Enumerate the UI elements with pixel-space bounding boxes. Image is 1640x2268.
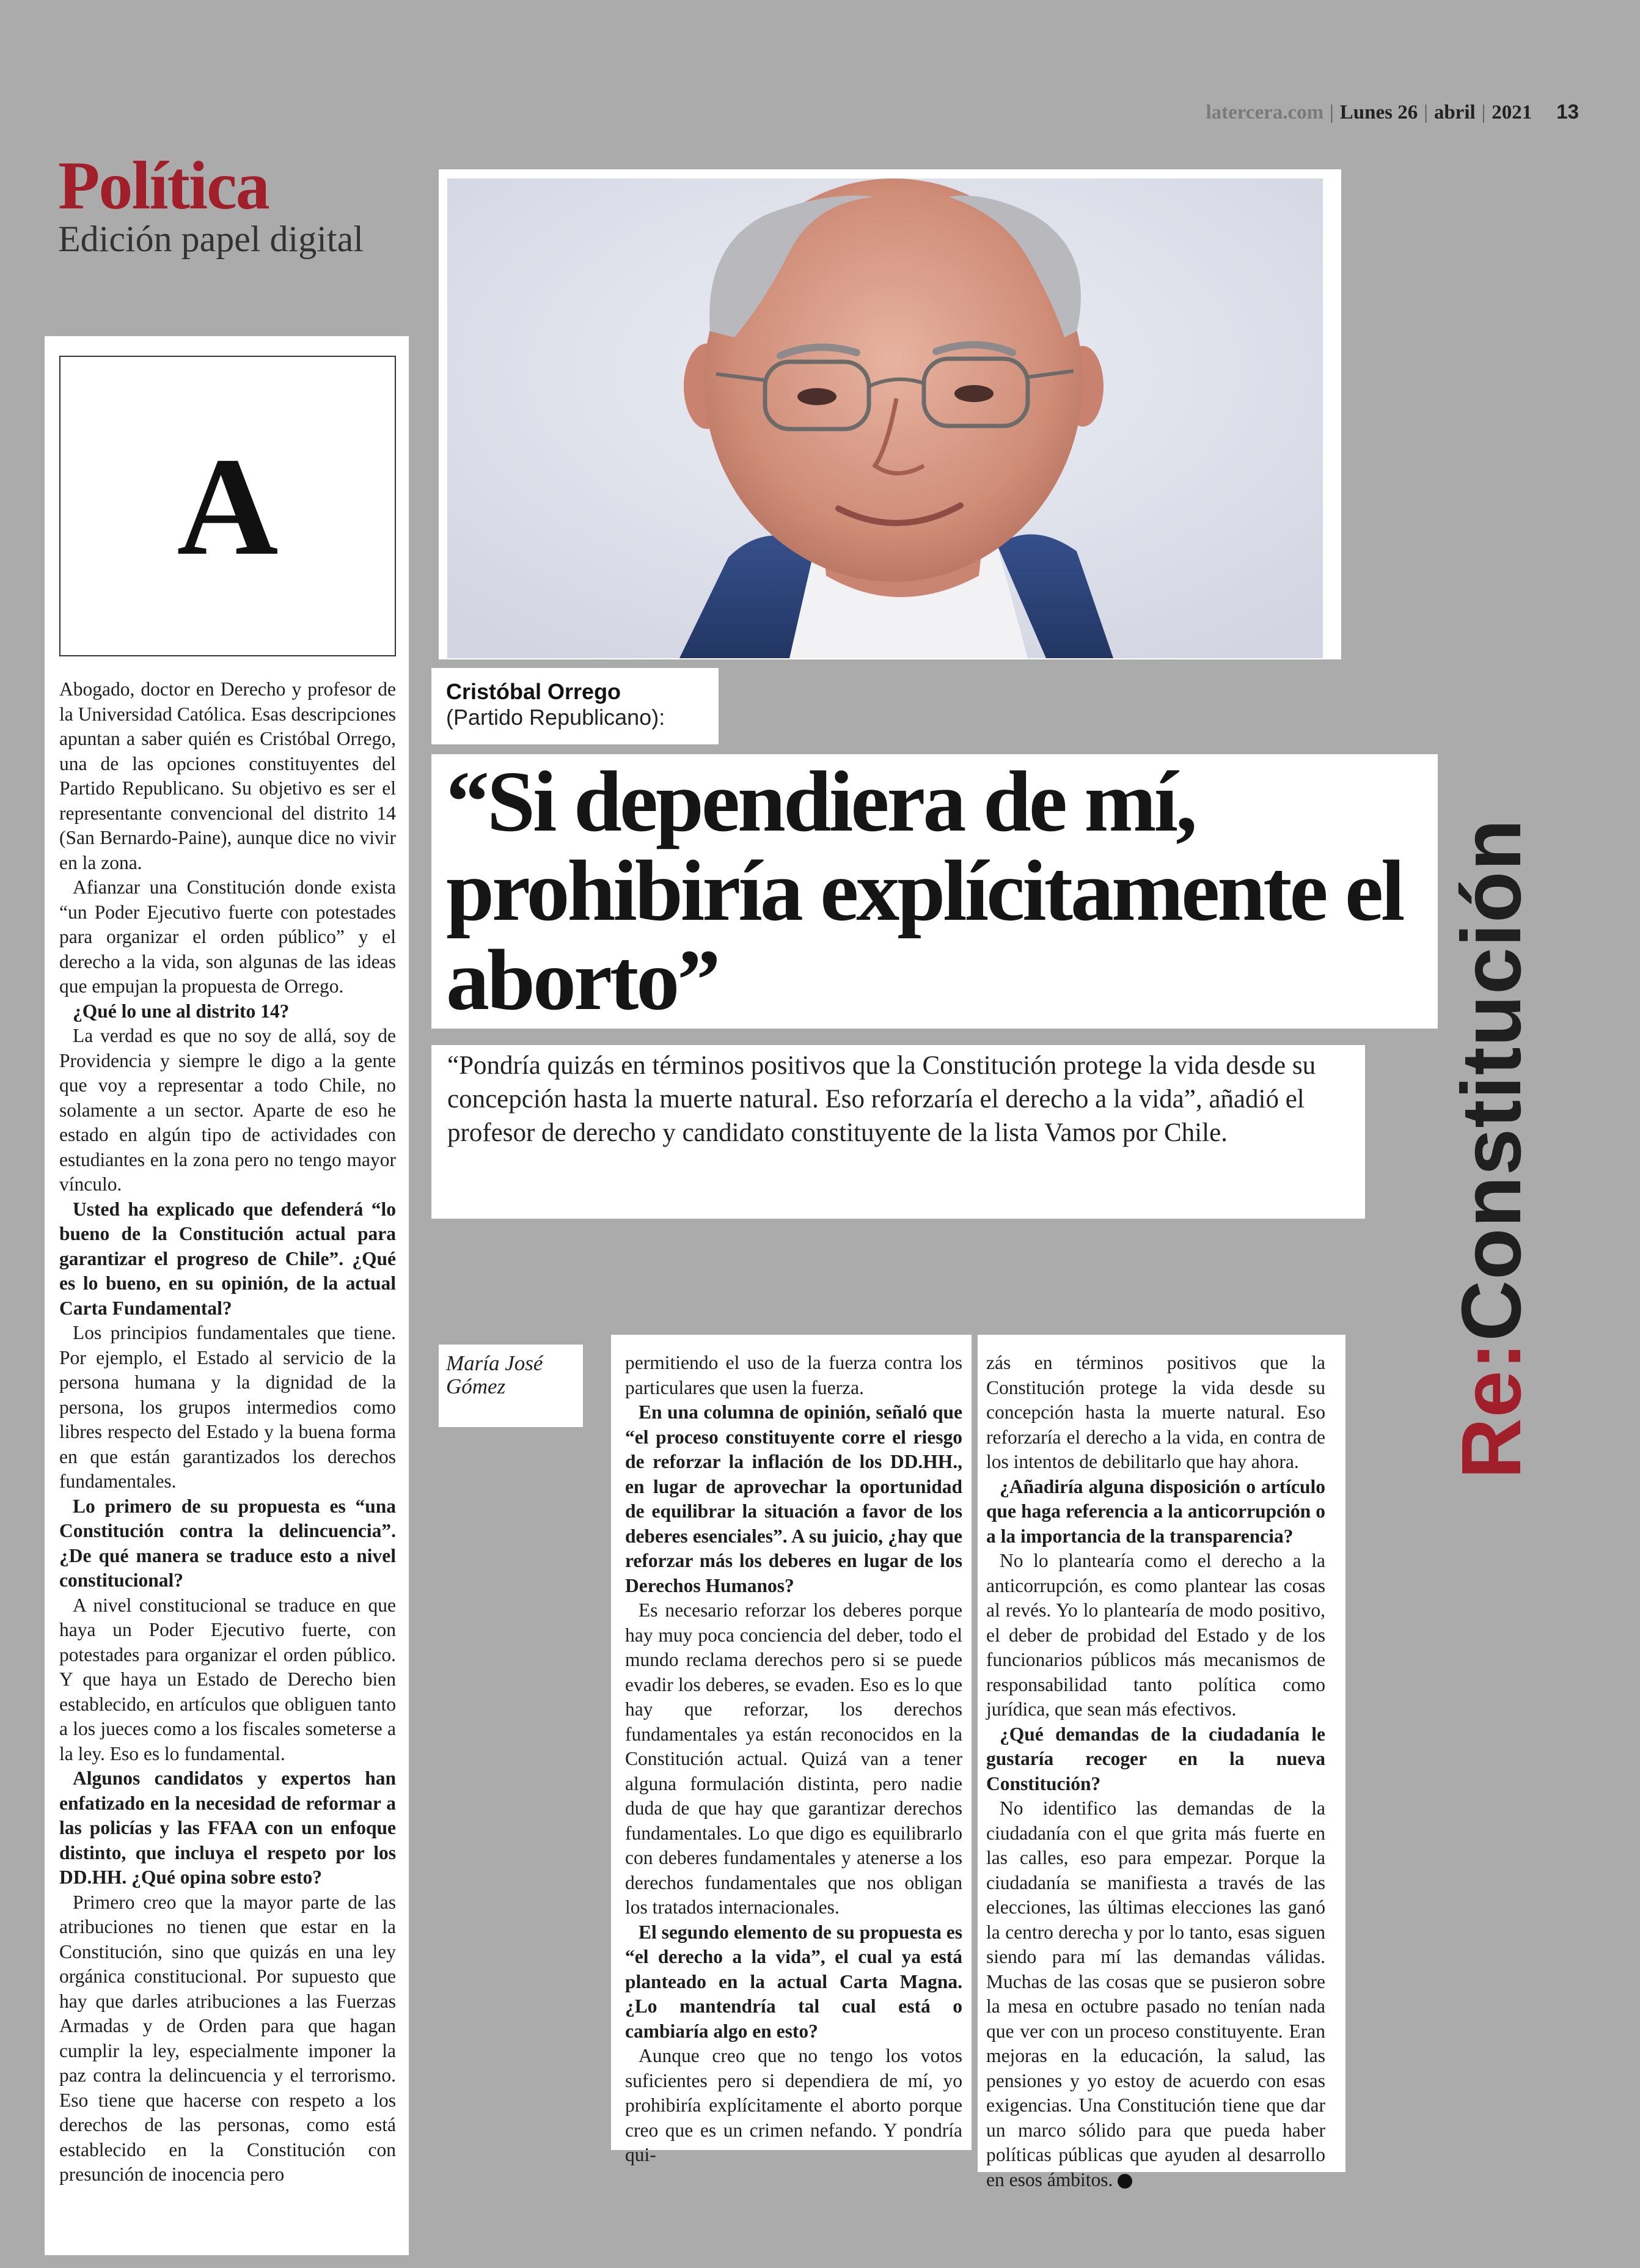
end-mark-icon <box>1118 2174 1132 2189</box>
body-paragraph: No identifico las demandas de la ciudadanía con el que grita más fuerte en las calles, eso para empezar. Porque la ciudadanía se manifiesta a través de las elecciones, las últimas elecciones las ganó la centro derecha y por lo tanto, esas siguen siendo para mí las demandas válidas. Muchas de las cosas que se pusieron sobre la mesa en octubre pasado no tenían nada que ver con un proceso constituyente. Eran mejoras en la educación, la salud, las pensiones y yo estoy de acuerdo con esas exigencias. Una Constitución tiene que dar un marco sólido para que pueda haber políticas públicas que ayuden al desarrollo en esos ámbitos. <box>986 1797 1325 2190</box>
body-paragraph: A nivel constitucional se traduce en que haya un Poder Ejecutivo fuerte, con potestades para organizar el orden público. Y que haya un Estado de Derecho bien establecido, en artículos que obliguen tanto a los jueces como a los fiscales someterse a la ley. Eso es lo fundamental. <box>59 1594 396 1764</box>
body-paragraph: Afianzar una Constitución donde exista “un Poder Ejecutivo fuerte con potestades para organizar el orden público” y el derecho a la vida, son algunas de las ideas que empujan la propuesta de Orrego. <box>59 876 396 997</box>
header-separator: | <box>1330 101 1334 123</box>
body-paragraph: La verdad es que no soy de allá, soy de Providencia y siempre le digo a la gente que voy a representar a todo Chile, no solamente a un sector. Aparte de eso he estado en algún tipo de actividades con estudiantes en la zona pero no tengo mayor vínculo. <box>59 1025 396 1195</box>
author-first-name: María José <box>446 1351 543 1375</box>
question-paragraph: ¿Qué demandas de la ciudadanía le gustaría recoger en la nueva Constitución? <box>986 1723 1325 1794</box>
middle-column-text <box>625 1351 962 2168</box>
header-month: abril <box>1433 101 1476 123</box>
question-paragraph: ¿Añadiría alguna disposición o artículo que haga referencia a la anticorrupción o a la importancia de la transparencia? <box>986 1475 1325 1547</box>
portrait-illustration <box>447 178 1323 658</box>
author-last-name: Gómez <box>446 1374 506 1398</box>
site-name: latercera.com <box>1206 101 1324 123</box>
body-paragraph: zás en términos positivos que la Constitución protege la vida desde su concepción hasta la muerte natural. Eso reforzaría el derecho a la vida, en contra de los intentos de debilitarlo que hay ahora. <box>986 1352 1325 1472</box>
section-title: Política <box>58 148 269 224</box>
question-paragraph: ¿Qué lo une al distrito 14? <box>73 1000 290 1022</box>
question-paragraph: Algunos candidatos y expertos han enfatizado en la necesidad de reformar a las policías y las FFAA con un enfoque distinto, que incluya el respeto por los DD.HH. ¿Qué opina sobre esto? <box>59 1767 396 1888</box>
lead-paragraph: “Pondría quizás en términos positivos que la Constitución protege la vida desde su concepción hasta la muerte natural. Eso reforzaría el derecho a la vida”, añadió el profesor de derecho y candidato constituyente de la lista Vamos por Chile. <box>447 1051 1316 1147</box>
question-paragraph: En una columna de opinión, señaló que “el proceso constituyente corre el riesgo de reforzar la inflación de los DD.HH., en lugar de aprovechar la oportunidad de equilibrar la situación a favor de los deberes esenciales”. A su juicio, ¿hay que reforzar más los deberes en lugar de los Derechos Humanos? <box>625 1401 962 1596</box>
page-header <box>1206 100 1579 124</box>
header-year: 2021 <box>1492 101 1532 123</box>
brand-name: Constitución <box>1444 818 1539 1341</box>
header-day: Lunes 26 <box>1339 101 1418 123</box>
body-paragraph: Abogado, doctor en Derecho y profesor de la Universidad Católica. Esas descripciones apuntan a saber quién es Cristóbal Orrego, una de las opciones constituyentes del Partido Republicano. Su objetivo es ser el representante convencional del distrito 14 (San Bernardo-Paine), aunque dice no vivir en la zona. <box>59 678 396 873</box>
header-separator: | <box>1424 101 1428 123</box>
interviewee-photo <box>447 178 1323 658</box>
interviewee-party: (Partido Republicano): <box>446 705 665 730</box>
author-byline <box>439 1345 583 1427</box>
question-paragraph: Lo primero de su propuesta es “una Constitución contra la delincuencia”. ¿De qué manera se traduce esto a nivel constitucional? <box>59 1495 396 1591</box>
question-paragraph: El segundo elemento de su propuesta es “el derecho a la vida”, el cual ya está planteado en la actual Carta Magna. ¿Lo mantendría tal cual está o cambiaría algo en esto? <box>625 1921 962 2042</box>
brand-prefix: Re: <box>1444 1341 1539 1479</box>
header-separator: | <box>1481 101 1486 123</box>
right-column-text <box>986 1351 1325 2192</box>
body-paragraph: Los principios fundamentales que tiene. Por ejemplo, el Estado al servicio de la persona humana y la dignidad de la persona, los grupos intermedios como libres respecto del Estado y la buena forma en que están garantizados los derechos fundamentales. <box>59 1322 396 1492</box>
body-paragraph: Aunque creo que no tengo los votos suficientes pero si dependiera de mí, yo prohibiría explícitamente el aborto porque creo que es un crimen nefando. Y pondría qui- <box>625 2045 962 2165</box>
lead-box <box>431 1045 1365 1219</box>
headline-box <box>431 754 1438 1029</box>
interviewee-name: Cristóbal Orrego <box>446 679 621 704</box>
interviewee-name-box <box>431 668 719 744</box>
page-number: 13 <box>1556 100 1579 123</box>
dropcap-letter: A <box>177 428 279 584</box>
body-paragraph: Es necesario reforzar los deberes porque hay muy poca conciencia del deber, todo el mundo reclama derechos pero si se puede evadir los deberes, se evaden. Eso es lo que hay que reforzar, los derechos fundamentales ya están reconocidos en la Constitución actual. Quizá van a tener alguna formulación distinta, pero nadie duda de que hay que garantizar derechos fundamentales. Lo que digo es equilibrarlo con deberes fundamentales y atenerse a los derechos fundamentales que nos obligan los tratados internacionales. <box>625 1599 962 1918</box>
body-paragraph: permitiendo el uso de la fuerza contra los particulares que usen la fuerza. <box>625 1352 962 1398</box>
body-paragraph: Primero creo que la mayor parte de las atribuciones no tienen que estar en la Constitución, sino que quizás en una ley orgánica constitucional. Por supuesto que hay que darles atribuciones a las Fuerzas Armadas y de Orden para que hagan cumplir la ley, especialmente imponer la paz contra la delincuencia y el terrorismo. Eso tiene que hacerse con respeto a los derechos de las personas, como está establecido en la Constitución con presunción de inocencia pero <box>59 1891 396 2185</box>
section-subtitle: Edición papel digital <box>58 219 364 259</box>
section-brand-vertical <box>1443 818 1540 1479</box>
headline: “Si dependiera de mí, prohibiría explícitamente el aborto” <box>446 753 1403 1028</box>
question-paragraph: Usted ha explicado que defenderá “lo bueno de la Constitución actual para garantizar el progreso de Chile”. ¿Qué es lo bueno, en su opinión, de la actual Carta Fundamental? <box>59 1198 396 1319</box>
left-column-text <box>59 677 396 2187</box>
body-paragraph: No lo plantearía como el derecho a la anticorrupción, es como plantear las cosas al revés. Yo lo plantearía de modo positivo, el deber de probidad del Estado y de los funcionarios públicos más mecanismos de responsabilidad tanto política como jurídica, que sean más efectivos. <box>986 1550 1325 1720</box>
dropcap-box <box>59 356 396 656</box>
